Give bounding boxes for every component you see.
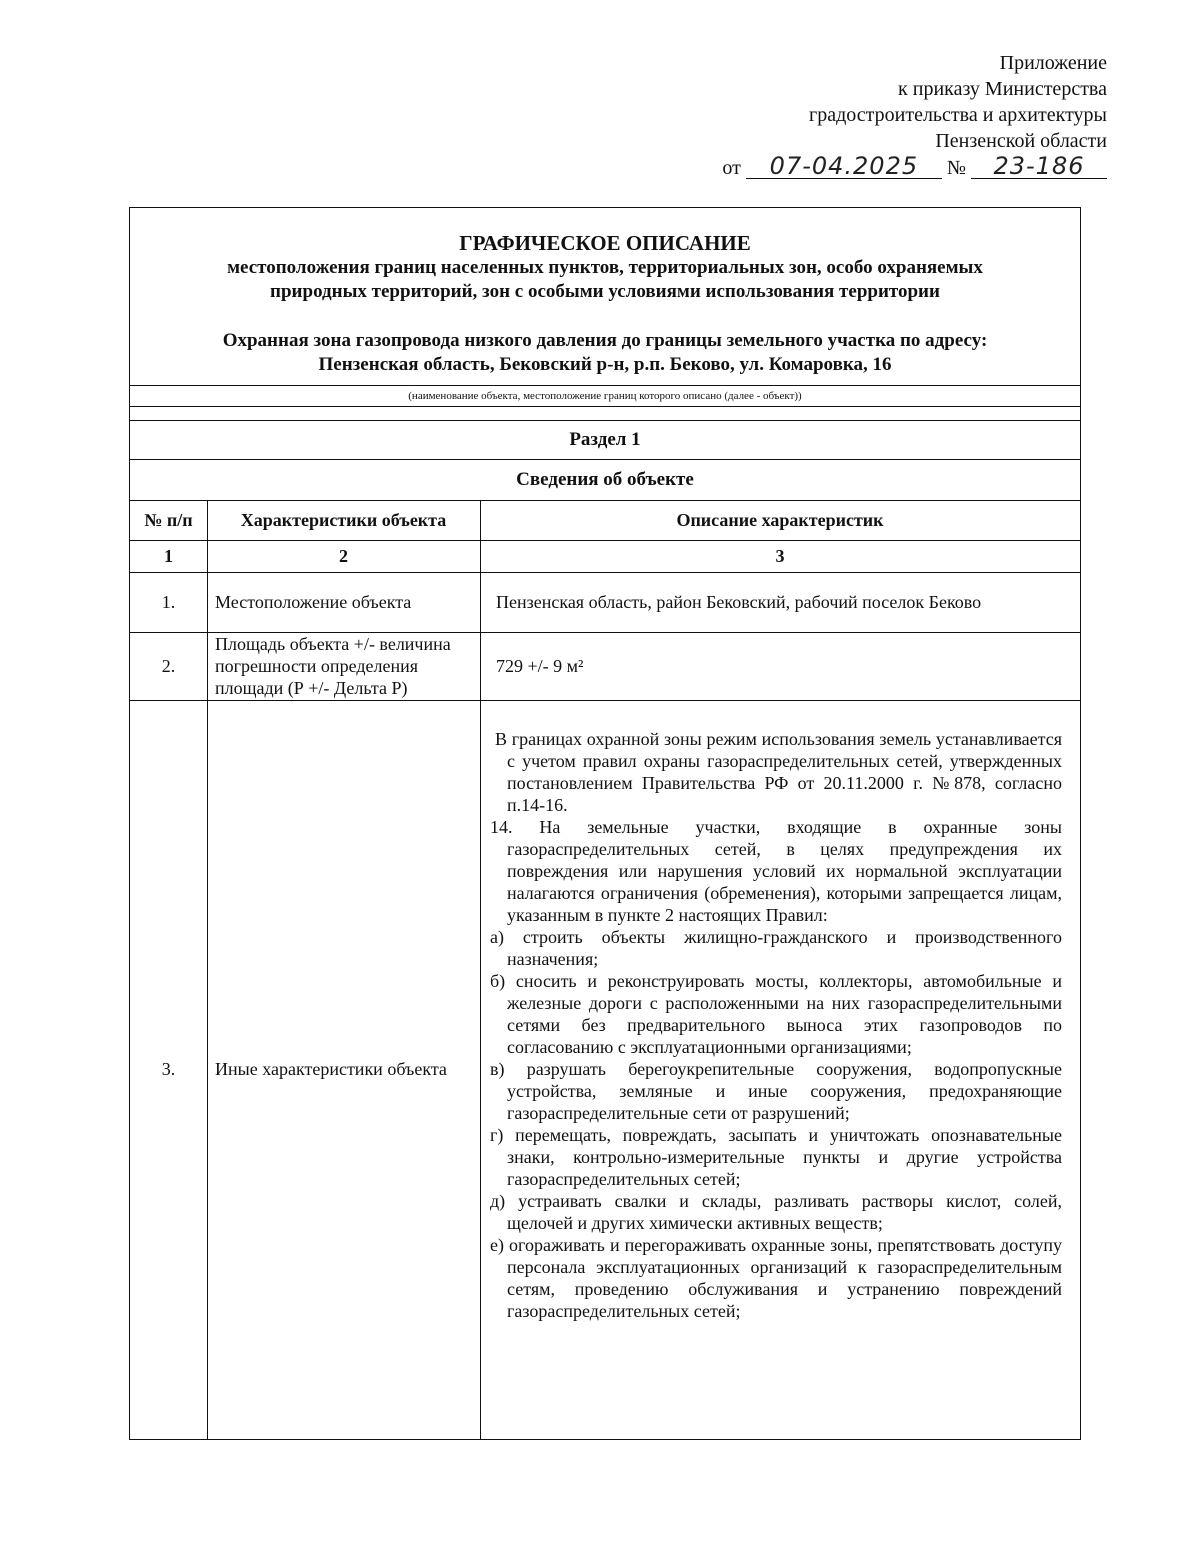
divider [130, 385, 1080, 386]
appendix-block [722, 50, 1107, 181]
row-3-paragraph: в) разрушать берегоукрепительные сооружения, водопропускные устройства, земляные и иные сооружения, предохраняющие газораспределительные сети от разрушений; [490, 1059, 1062, 1123]
header-num: № п/п [144, 509, 193, 530]
appendix-title: Приложение [999, 52, 1107, 74]
document-subtitle-1: местоположения границ населенных пунктов, территориальных зон, особо охраняемых [227, 257, 983, 278]
document-title: ГРАФИЧЕСКОЕ ОПИСАНИЕ [459, 231, 751, 255]
object-title-2: Пензенская область, Бековский р-н, р.п. Беково, ул. Комаровка, 16 [318, 354, 892, 375]
row-3-name: Иные характеристики объекта [215, 1059, 447, 1079]
row-3-paragraph: г) перемещать, повреждать, засыпать и уничтожать опознавательные знаки, контрольно-измерительные пункты и другие устройства газораспределительных сетей; [490, 1125, 1062, 1189]
divider [130, 420, 1080, 421]
row-1-name: Местоположение объекта [215, 591, 412, 612]
col-number-2: 2 [339, 545, 348, 566]
divider [130, 406, 1080, 407]
document-frame [129, 207, 1081, 1440]
order-number: 23-186 [971, 154, 1107, 179]
row-2-desc: 729 +/- 9 м² [496, 655, 584, 676]
column-divider [207, 500, 208, 1439]
row-3-paragraph: В границах охранной зоны режим использования земель устанавливается с учетом правил охраны газораспределительных сетей, утвержденных постановлением Правительства РФ от 20.11.2000 г. №878, согласно п.14-16. [495, 729, 1062, 815]
appendix-ministry-line: градостроительства и архитектуры [809, 104, 1107, 126]
row-3-paragraph: б) сносить и реконструировать мосты, коллекторы, автомобильные и железные дороги с расположенными на них газораспределительными сетями без предварительного выноса этих газопроводов по согласованию с эксплуатационными организациями; [490, 971, 1062, 1057]
column-divider [480, 500, 481, 1439]
row-3-paragraph: е) огораживать и перегораживать охранные зоны, препятствовать доступу персонала эксплуатационных организаций к газораспределительным сетям, проведению обслуживания и устранению повреждений газораспределительных сетей; [490, 1235, 1062, 1321]
object-caption: (наименование объекта, местоположение границ которого описано (далее - объект)) [408, 390, 802, 402]
divider [130, 459, 1080, 460]
row-2-name: Площадь объекта +/- величина погрешности определения площади (Р +/- Дельта Р) [215, 634, 451, 698]
section-title: Раздел 1 [569, 429, 641, 450]
row-1-num: 1. [161, 591, 176, 612]
header-characteristic: Характеристики объекта [240, 509, 447, 530]
number-label: № [946, 157, 966, 179]
title-block [130, 230, 1080, 377]
row-3-desc [490, 728, 1062, 1322]
row-3-paragraph: д) устраивать свалки и склады, разливать растворы кислот, солей, щелочей и других химически активных веществ; [490, 1191, 1062, 1233]
row-2-num: 2. [161, 655, 176, 676]
section-subtitle: Сведения об объекте [516, 469, 694, 490]
col-number-1: 1 [164, 545, 173, 566]
object-title-1: Охранная зона газопровода низкого давления до границы земельного участка по адресу: [222, 330, 988, 351]
col-number-3: 3 [775, 545, 785, 566]
document-subtitle-2: природных территорий, зон с особыми условиями использования территории [270, 281, 940, 302]
row-3-paragraph: 14. На земельные участки, входящие в охранные зоны газораспределительных сетей, в целях предупреждения их повреждения или нарушения условий их нормальной эксплуатации налагаются ограничения (обременения), которыми запрещается лицам, указанным в пункте 2 настоящих Правил: [490, 817, 1062, 925]
from-label: от [722, 157, 741, 179]
order-date: 07-04.2025 [746, 154, 942, 179]
row-3-paragraph: а) строить объекты жилищно-гражданского и производственного назначения; [490, 927, 1062, 969]
appendix-order-line: к приказу Министерства [898, 78, 1107, 100]
header-description: Описание характеристик [676, 509, 884, 530]
appendix-date-number [722, 154, 1107, 181]
row-1-desc: Пензенская область, район Бековский, рабочий поселок Беково [496, 591, 982, 612]
row-3-num: 3. [161, 1059, 176, 1079]
appendix-region-line: Пензенской области [935, 130, 1107, 152]
